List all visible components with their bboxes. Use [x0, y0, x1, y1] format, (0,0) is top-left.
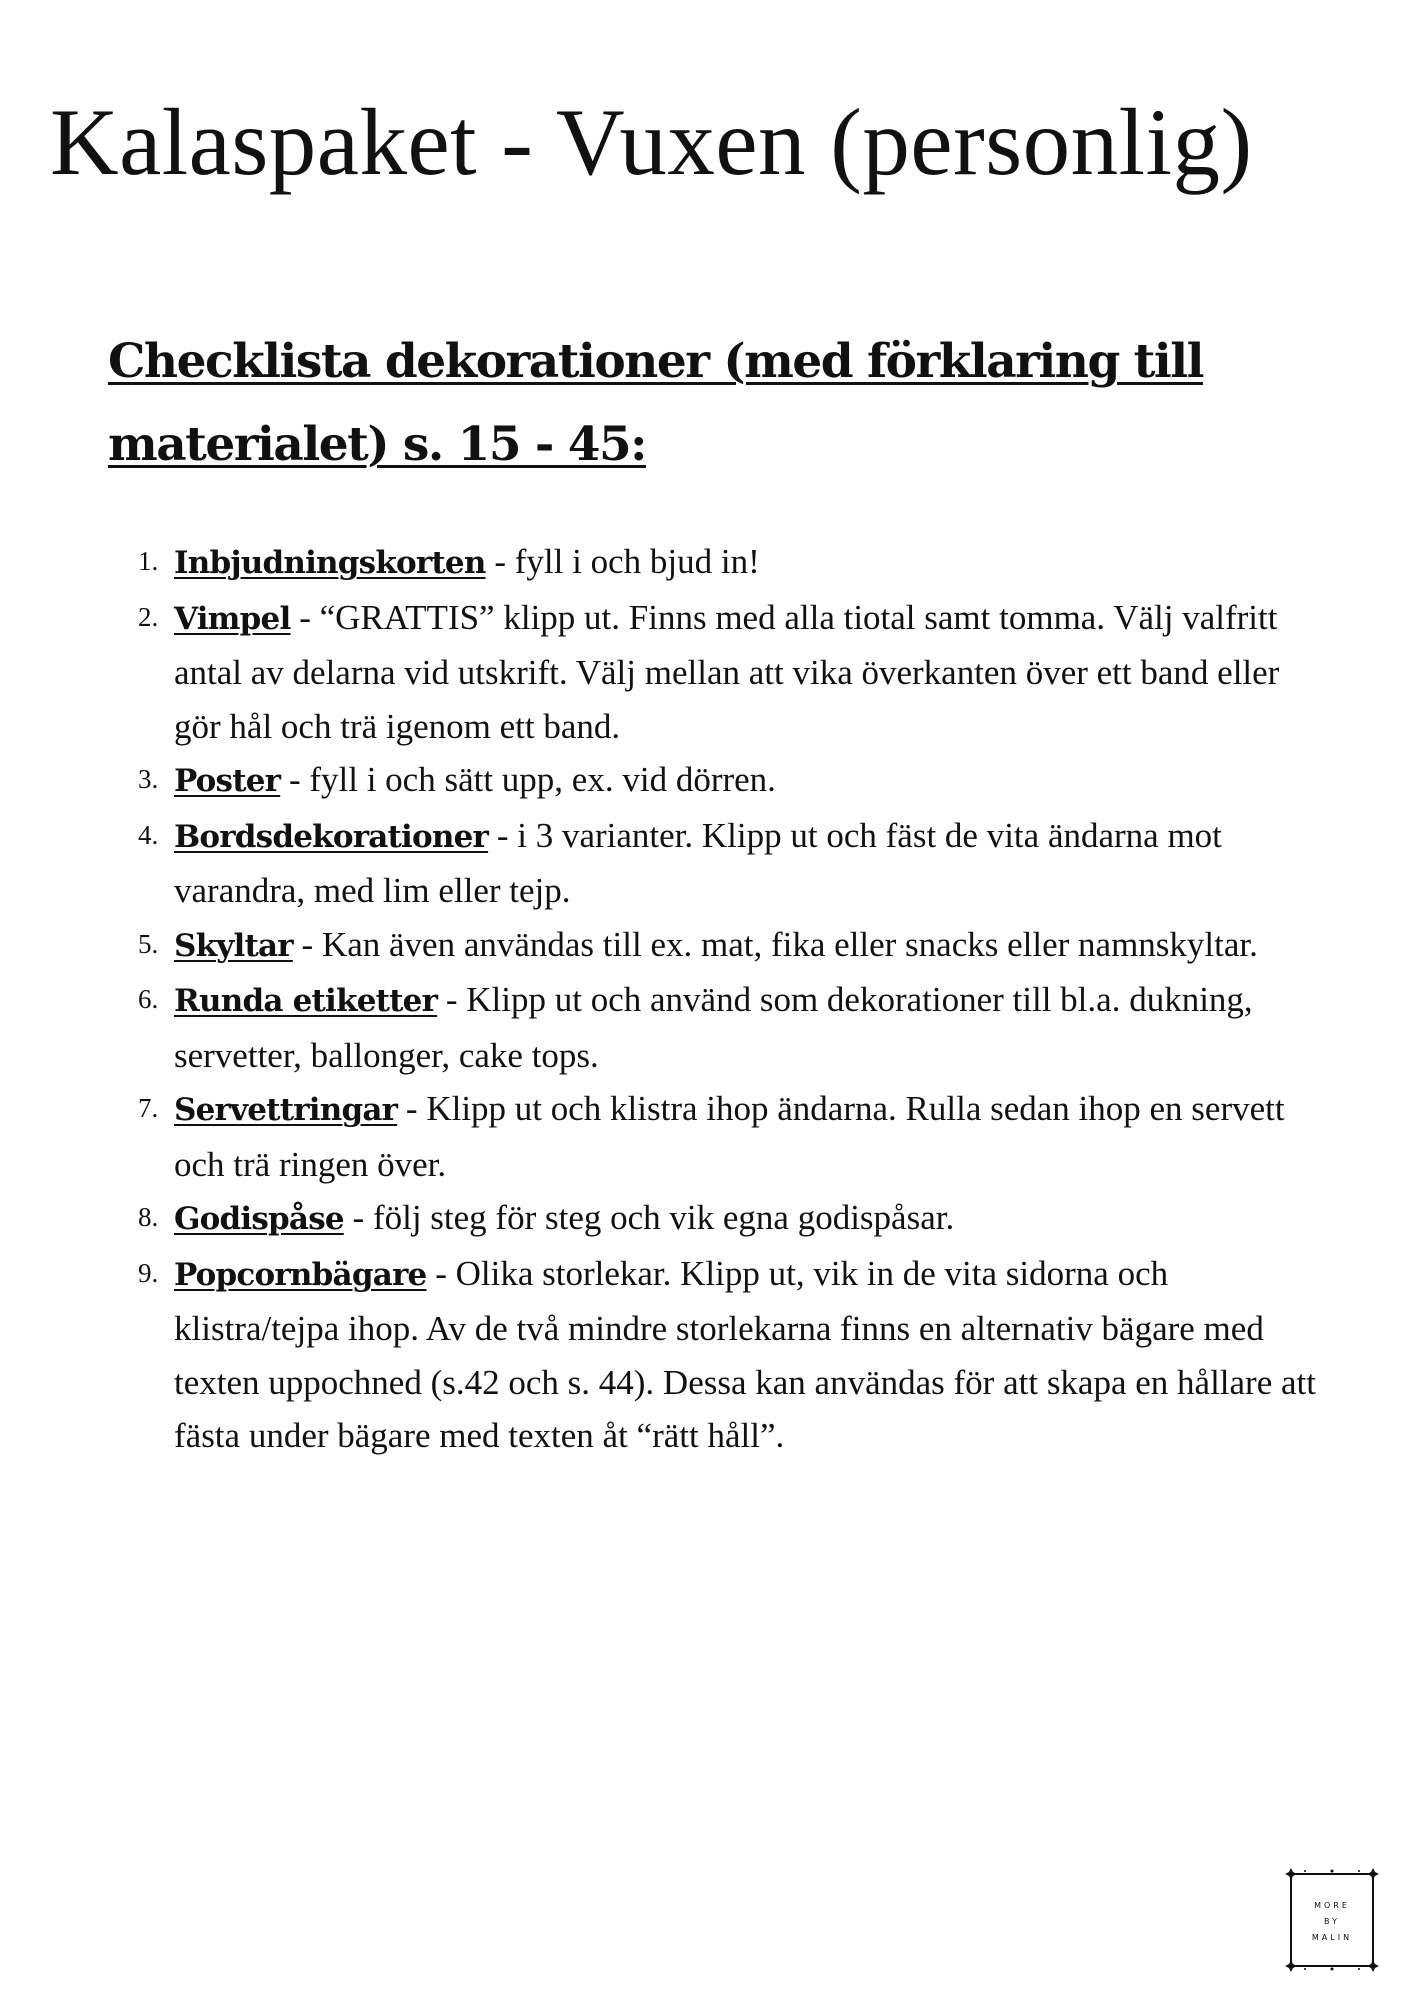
- item-title: Bordsdekorationer: [174, 818, 489, 855]
- checklist-item-pennant: [138, 591, 1324, 754]
- item-number: 7.: [138, 1093, 159, 1123]
- item-number: 9.: [138, 1257, 159, 1288]
- checklist-item-popcorn-cup: [138, 1247, 1324, 1463]
- brand-line: BY: [1324, 1917, 1340, 1926]
- item-number: 1.: [138, 546, 159, 576]
- item-number: 3.: [138, 764, 159, 794]
- item-number: 6.: [138, 984, 159, 1014]
- item-description: - fyll i och sätt upp, ex. vid dörren.: [280, 760, 776, 799]
- brand-line: MALIN: [1311, 1933, 1353, 1942]
- item-description: - fyll i och bjud in!: [485, 542, 760, 581]
- checklist-item-table-decorations: [138, 809, 1324, 918]
- item-description: - följ steg för steg och vik egna godispåsar.: [343, 1198, 955, 1237]
- item-description: - i 3 varianter. Klipp ut och fäst de vita ändarna mot varandra, med lim eller tejp.: [174, 815, 1222, 910]
- item-title: Popcornbägare: [174, 1256, 427, 1293]
- item-description: - Klipp ut och klistra ihop ändarna. Rulla sedan ihop en servett och trä ringen över.: [174, 1089, 1285, 1184]
- item-description: - “GRATTIS” klipp ut. Finns med alla tiotal samt tomma. Välj valfritt antal av delarna vid utskrift. Välj mellan att vika överkanten över ett band eller gör hål och trä igenom ett band.: [174, 597, 1280, 746]
- page-title: Kalaspaket - Vuxen (personlig): [50, 89, 1253, 195]
- item-description: - Olika storlekar. Klipp ut, vik in de vita sidorna och klistra/tejpa ihop. Av de två mindre storlekarna finns en alternativ bägare med texten uppochned (s.42 och s. 44). Dessa kan användas för att skapa en hållare att fästa under bägare med texten åt “rätt håll”.: [174, 1253, 1316, 1455]
- item-title: Skyltar: [174, 927, 293, 964]
- decoration-checklist: [138, 535, 1324, 1463]
- item-title: Poster: [174, 763, 281, 799]
- brand-name: [1285, 1898, 1379, 1946]
- item-title: Godispåse: [174, 1201, 344, 1237]
- item-title: Servettringar: [174, 1092, 398, 1128]
- item-number: 5.: [138, 928, 159, 959]
- section-heading: Checklista dekorationer (med förklaring till materialet) s. 15 - 45:: [108, 334, 1203, 472]
- checklist-item-candy-bag: [138, 1191, 1324, 1247]
- item-description: - Kan även användas till ex. mat, fika eller snacks eller namnskyltar.: [292, 924, 1258, 964]
- item-number: 4.: [138, 819, 159, 850]
- item-title: Vimpel: [174, 600, 291, 637]
- checklist-item-signs: [138, 918, 1324, 974]
- item-title: Inbjudningskorten: [174, 545, 486, 581]
- checklist-item-napkin-rings: [138, 1082, 1324, 1191]
- checklist-item-invitations: [138, 535, 1324, 591]
- checklist-item-round-labels: [138, 973, 1324, 1082]
- item-number: 8.: [138, 1202, 159, 1232]
- brand-line: MORE: [1314, 1901, 1350, 1910]
- item-title: Runda etiketter: [174, 983, 438, 1019]
- item-number: 2.: [138, 601, 159, 632]
- checklist-item-poster: [138, 753, 1324, 809]
- brand-logo: [1285, 1868, 1379, 1972]
- item-description: - Klipp ut och använd som dekorationer till bl.a. dukning, servetter, ballonger, cake tops.: [174, 980, 1253, 1075]
